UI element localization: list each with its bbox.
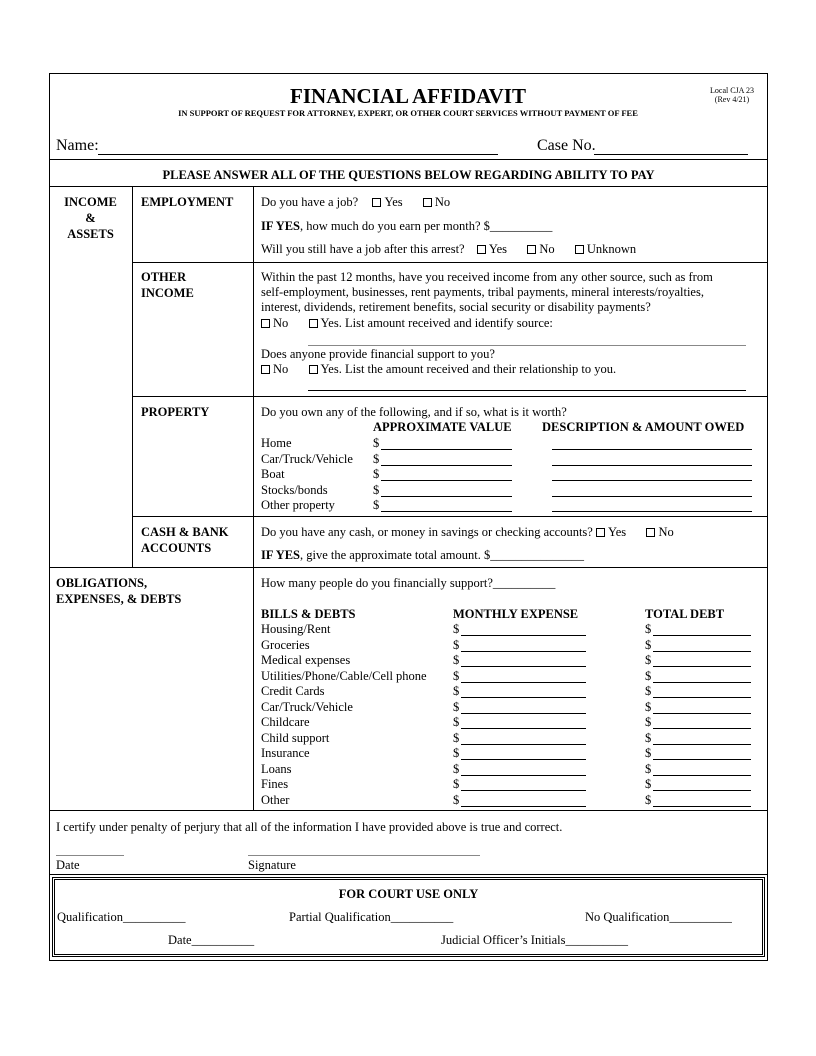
cash-bank-label: CASH & BANK — [141, 525, 229, 539]
support-yes-label: Yes. List the amount received and their relationship to you. — [320, 362, 617, 376]
expense-item-label: Groceries — [261, 637, 310, 652]
property-value-field[interactable] — [381, 496, 512, 497]
monthly-expense-field[interactable] — [461, 635, 586, 636]
expense-item-label: Child support — [261, 730, 330, 745]
expense-dollar-sign: $ — [453, 684, 460, 698]
cash-question — [261, 525, 674, 540]
other-income-answer — [261, 316, 553, 331]
other-income-source-field[interactable] — [308, 345, 746, 346]
cash-question-text: Do you have any cash, or money in savings or checking accounts? — [261, 525, 593, 539]
expense-item-label: Credit Cards — [261, 684, 325, 698]
total-debt-field[interactable] — [653, 682, 751, 683]
date-label: Date — [56, 858, 80, 872]
property-value-field[interactable] — [381, 465, 512, 466]
monthly-expense-field[interactable] — [461, 759, 586, 760]
employment-label: EMPLOYMENT — [141, 195, 234, 209]
cash-yes-checkbox[interactable] — [596, 528, 605, 537]
debt-dollar-sign: $ — [645, 715, 652, 729]
court-use-title: FOR COURT USE ONLY — [338, 887, 479, 901]
total-debt-field[interactable] — [653, 744, 751, 745]
name-field[interactable] — [98, 154, 498, 155]
cash-bank-label: ACCOUNTS — [141, 541, 212, 555]
divider — [49, 874, 768, 875]
expense-dollar-sign: $ — [453, 792, 460, 807]
expense-item-label: Housing/Rent — [261, 622, 331, 636]
expense-dollar-sign: $ — [453, 730, 460, 745]
if-yes-label: IF YES — [261, 548, 301, 562]
property-dollar-sign: $ — [373, 482, 380, 497]
monthly-expense-field[interactable] — [461, 713, 586, 714]
debt-dollar-sign: $ — [645, 637, 652, 652]
if-yes-label: IF YES — [261, 219, 301, 233]
debt-dollar-sign: $ — [645, 746, 652, 760]
support-no-label: No — [273, 362, 289, 376]
monthly-expense-field[interactable] — [461, 775, 586, 776]
other-income-question: Within the past 12 months, have you received income from any other source, such as from — [261, 270, 713, 284]
job-question — [261, 195, 450, 210]
divider — [49, 567, 768, 568]
financial-support-question: Does anyone provide financial support to you? — [261, 347, 495, 361]
form-title: FINANCIAL AFFIDAVIT — [290, 84, 526, 108]
partial-qualification-field[interactable]: Partial Qualification__________ — [289, 910, 454, 924]
cash-no-label: No — [658, 525, 674, 539]
certification-text: I certify under penalty of perjury that all of the information I have provided above is true and correct. — [56, 820, 563, 834]
other-income-no-checkbox[interactable] — [261, 319, 270, 328]
monthly-expense-field[interactable] — [461, 697, 586, 698]
other-income-no-label: No — [273, 316, 289, 330]
monthly-expense-field[interactable] — [461, 728, 586, 729]
expense-dollar-sign: $ — [453, 653, 460, 667]
divider — [49, 186, 768, 187]
no-qualification-field[interactable]: No Qualification__________ — [585, 910, 732, 924]
total-debt-field[interactable] — [653, 697, 751, 698]
expense-dollar-sign: $ — [453, 637, 460, 652]
other-income-question: interest, dividends, retirement benefits, social security or disability payments? — [261, 300, 651, 314]
property-dollar-sign: $ — [373, 436, 380, 450]
after-arrest-no-checkbox[interactable] — [527, 245, 536, 254]
property-dollar-sign: $ — [373, 451, 380, 466]
income-assets-label: INCOME — [64, 195, 117, 209]
earnings-question-text: , how much do you earn per month? $__________ — [300, 219, 553, 233]
other-income-question: self-employment, businesses, rent payments, tribal payments, mineral interests/royalties, — [261, 285, 704, 299]
after-arrest-no-label: No — [539, 242, 555, 256]
divider — [132, 396, 768, 397]
divider — [49, 810, 768, 811]
expense-dollar-sign: $ — [453, 777, 460, 791]
obligations-label: EXPENSES, & DEBTS — [56, 592, 182, 606]
divider — [49, 159, 768, 160]
earnings-question — [261, 219, 552, 234]
debt-dollar-sign: $ — [645, 653, 652, 667]
job-question-text: Do you have a job? — [261, 195, 359, 209]
property-question: Do you own any of the following, and if so, what is it worth? — [261, 405, 567, 419]
cash-yes-label: Yes — [607, 525, 627, 539]
property-label: PROPERTY — [141, 405, 210, 419]
monthly-expense-header: MONTHLY EXPENSE — [453, 607, 579, 621]
income-assets-label: & — [85, 211, 96, 225]
property-value-field[interactable] — [381, 480, 512, 481]
case-number-label: Case No. — [537, 137, 596, 154]
form-subtitle: IN SUPPORT OF REQUEST FOR ATTORNEY, EXPERT, OR OTHER COURT SERVICES WITHOUT PAYMENT OF FEE — [178, 108, 638, 118]
expense-item-label: Other — [261, 792, 290, 807]
job-after-arrest-question — [261, 242, 636, 257]
expense-item-label: Utilities/Phone/Cable/Cell phone — [261, 668, 427, 683]
expense-dollar-sign: $ — [453, 699, 460, 714]
total-debt-field[interactable] — [653, 775, 751, 776]
total-debt-field[interactable] — [653, 728, 751, 729]
total-debt-field[interactable] — [653, 666, 751, 667]
description-header: DESCRIPTION & AMOUNT OWED — [542, 420, 745, 434]
cash-amount-text: , give the approximate total amount. $_______________ — [300, 548, 584, 562]
dependents-question: How many people do you financially support?__________ — [261, 576, 556, 590]
property-description-field[interactable] — [552, 511, 752, 512]
total-debt-field[interactable] — [653, 759, 751, 760]
monthly-expense-field[interactable] — [461, 806, 586, 807]
property-value-field[interactable] — [381, 449, 512, 450]
support-yes-checkbox[interactable] — [309, 365, 318, 374]
divider — [132, 516, 768, 517]
monthly-expense-field[interactable] — [461, 744, 586, 745]
income-assets-label: ASSETS — [67, 227, 114, 241]
support-relationship-field[interactable] — [308, 390, 746, 391]
expense-dollar-sign: $ — [453, 622, 460, 636]
expense-item-label: Fines — [261, 777, 289, 791]
other-income-yes-label: Yes. List amount received and identify source: — [320, 316, 553, 330]
total-debt-field[interactable] — [653, 635, 751, 636]
financial-support-answer — [261, 362, 616, 377]
cash-no-checkbox[interactable] — [646, 528, 655, 537]
expense-item-label: Car/Truck/Vehicle — [261, 699, 353, 714]
total-debt-field[interactable] — [653, 806, 751, 807]
divider — [132, 262, 768, 263]
other-income-yes-checkbox[interactable] — [309, 319, 318, 328]
expense-item-label: Insurance — [261, 746, 310, 760]
case-number-field[interactable] — [594, 154, 748, 155]
property-item-label: Boat — [261, 467, 285, 481]
expense-dollar-sign: $ — [453, 668, 460, 683]
other-income-label: OTHER — [141, 270, 187, 284]
expense-item-label: Loans — [261, 761, 292, 776]
form-id: Local CJA 23 — [710, 86, 754, 95]
after-arrest-unknown-label: Unknown — [586, 242, 637, 256]
qualification-field[interactable]: Qualification__________ — [57, 910, 186, 924]
cash-amount-question — [261, 548, 584, 563]
signature-label: Signature — [248, 858, 296, 872]
name-label: Name: — [56, 137, 99, 154]
total-debt-header: TOTAL DEBT — [645, 607, 725, 621]
property-description-field[interactable] — [552, 465, 752, 466]
bills-header: BILLS & DEBTS — [261, 607, 356, 621]
support-no-checkbox[interactable] — [261, 365, 270, 374]
monthly-expense-field[interactable] — [461, 790, 586, 791]
divider — [253, 186, 254, 810]
job-after-arrest-text: Will you still have a job after this arrest? — [261, 242, 465, 256]
debt-dollar-sign: $ — [645, 668, 652, 683]
court-date-field[interactable]: Date__________ — [168, 933, 255, 947]
after-arrest-unknown-checkbox[interactable] — [575, 245, 584, 254]
debt-dollar-sign: $ — [645, 622, 652, 636]
job-yes-checkbox[interactable] — [372, 198, 381, 207]
expense-dollar-sign: $ — [453, 746, 460, 760]
property-item-label: Stocks/bonds — [261, 482, 328, 497]
debt-dollar-sign: $ — [645, 792, 652, 807]
signature-field[interactable] — [248, 855, 480, 856]
debt-dollar-sign: $ — [645, 730, 652, 745]
job-yes-label: Yes — [384, 195, 403, 209]
monthly-expense-field[interactable] — [461, 666, 586, 667]
divider — [132, 186, 133, 567]
debt-dollar-sign: $ — [645, 761, 652, 776]
debt-dollar-sign: $ — [645, 699, 652, 714]
property-dollar-sign: $ — [373, 498, 380, 512]
date-field[interactable] — [56, 855, 124, 856]
property-description-field[interactable] — [552, 496, 752, 497]
expense-dollar-sign: $ — [453, 761, 460, 776]
property-item-label: Home — [261, 436, 292, 450]
property-description-field[interactable] — [552, 480, 752, 481]
property-dollar-sign: $ — [373, 467, 380, 481]
job-no-label: No — [434, 195, 451, 209]
debt-dollar-sign: $ — [645, 684, 652, 698]
debt-dollar-sign: $ — [645, 777, 652, 791]
property-description-field[interactable] — [552, 449, 752, 450]
total-debt-field[interactable] — [653, 651, 751, 652]
monthly-expense-field[interactable] — [461, 651, 586, 652]
expense-dollar-sign: $ — [453, 715, 460, 729]
approx-value-header: APPROXIMATE VALUE — [373, 420, 512, 434]
expense-item-label: Medical expenses — [261, 653, 351, 667]
job-no-checkbox[interactable] — [423, 198, 432, 207]
obligations-label: OBLIGATIONS, — [56, 576, 148, 590]
other-income-label: INCOME — [141, 286, 194, 300]
property-value-field[interactable] — [381, 511, 512, 512]
monthly-expense-field[interactable] — [461, 682, 586, 683]
form-revision: (Rev 4/21) — [714, 95, 750, 104]
judicial-initials-field[interactable]: Judicial Officer’s Initials__________ — [441, 933, 629, 947]
instructions: PLEASE ANSWER ALL OF THE QUESTIONS BELOW REGARDING ABILITY TO PAY — [162, 168, 655, 182]
after-arrest-yes-label: Yes — [488, 242, 508, 256]
total-debt-field[interactable] — [653, 790, 751, 791]
property-item-label: Car/Truck/Vehicle — [261, 451, 353, 466]
property-item-label: Other property — [261, 498, 335, 512]
expense-item-label: Childcare — [261, 715, 310, 729]
after-arrest-yes-checkbox[interactable] — [477, 245, 486, 254]
total-debt-field[interactable] — [653, 713, 751, 714]
